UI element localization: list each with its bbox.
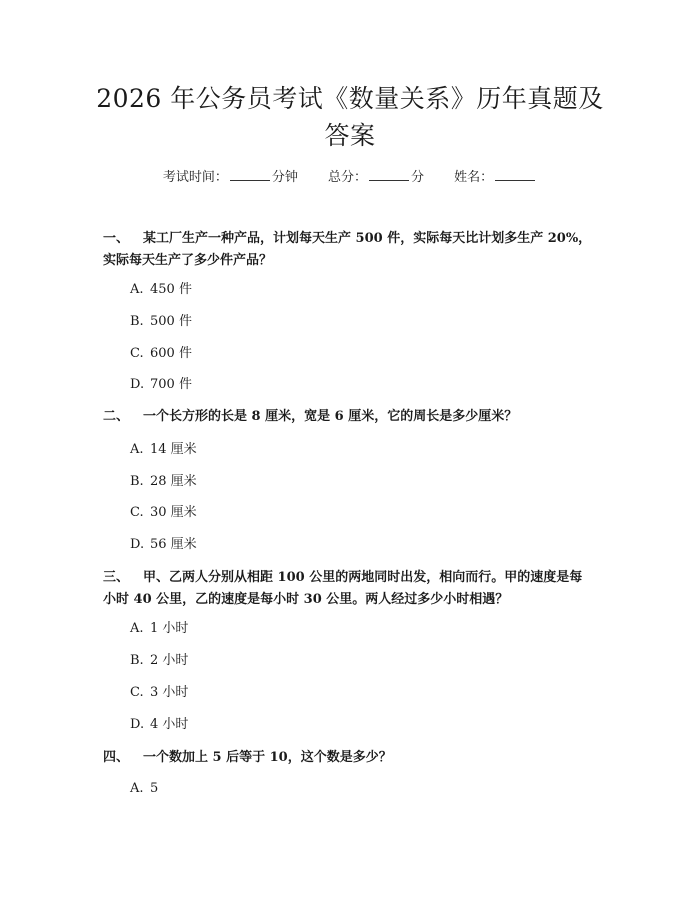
- question-text: 某工厂生产一种产品，计划每天生产 500 件，实际每天比计划多生产 20%，: [143, 231, 592, 246]
- question-1: [103, 228, 603, 272]
- option-letter: D.: [130, 717, 145, 732]
- option-1a[interactable]: [130, 281, 192, 299]
- page-title: [90, 80, 610, 154]
- question-number: 四、: [103, 750, 130, 765]
- question-text: 一个数加上 5 后等于 10，这个数是多少？: [143, 750, 392, 765]
- option-letter: A.: [130, 282, 144, 297]
- option-text: 14 厘米: [150, 442, 197, 457]
- option-text: 28 厘米: [150, 474, 197, 489]
- option-text: 450 件: [150, 282, 192, 297]
- option-text: 5: [150, 781, 159, 796]
- score-label: 总分：: [327, 170, 367, 185]
- exam-info: [0, 168, 700, 187]
- question-4: [103, 747, 603, 769]
- option-letter: C.: [130, 346, 144, 361]
- option-letter: C.: [130, 685, 144, 700]
- option-letter: B.: [130, 314, 144, 329]
- time-label: 考试时间：: [162, 170, 228, 185]
- question-2: [103, 406, 603, 428]
- question-text-continued: 小时 40 公里，乙的速度是每小时 30 公里。两人经过多少小时相遇？: [103, 592, 509, 607]
- option-3a[interactable]: [130, 620, 188, 638]
- option-1b[interactable]: [130, 313, 192, 331]
- question-number: 二、: [103, 409, 130, 424]
- question-text: 甲、乙两人分别从相距 100 公里的两地同时出发，相向而行。甲的速度是每: [143, 570, 583, 585]
- score-unit: 分: [411, 170, 425, 185]
- option-text: 56 厘米: [150, 537, 197, 552]
- time-unit: 分钟: [271, 170, 298, 185]
- option-text: 2 小时: [150, 653, 189, 668]
- title-line-2: 答案: [324, 121, 376, 150]
- option-letter: D.: [130, 537, 145, 552]
- option-text: 30 厘米: [150, 505, 197, 520]
- time-blank[interactable]: [230, 168, 270, 181]
- score-blank[interactable]: [369, 168, 409, 181]
- option-letter: A.: [130, 621, 144, 636]
- option-3d[interactable]: [130, 716, 188, 734]
- question-text-continued: 实际每天生产了多少件产品？: [103, 253, 273, 268]
- question-text: 一个长方形的长是 8 厘米，宽是 6 厘米，它的周长是多少厘米？: [143, 409, 518, 424]
- question-3: [103, 567, 603, 611]
- option-letter: A.: [130, 442, 144, 457]
- name-blank[interactable]: [495, 168, 535, 181]
- option-2c[interactable]: [130, 504, 197, 522]
- option-letter: D.: [130, 377, 145, 392]
- option-1c[interactable]: [130, 345, 192, 363]
- option-1d[interactable]: [130, 376, 192, 394]
- option-text: 4 小时: [150, 717, 189, 732]
- option-2a[interactable]: [130, 441, 197, 459]
- question-number: 三、: [103, 570, 130, 585]
- option-letter: B.: [130, 474, 144, 489]
- option-text: 600 件: [150, 346, 192, 361]
- option-letter: B.: [130, 653, 144, 668]
- option-text: 3 小时: [150, 685, 189, 700]
- option-letter: A.: [130, 781, 144, 796]
- option-text: 1 小时: [150, 621, 189, 636]
- title-line-1: 2026 年公务员考试《数量关系》历年真题及: [96, 84, 604, 113]
- option-text: 500 件: [150, 314, 192, 329]
- question-number: 一、: [103, 231, 130, 246]
- option-letter: C.: [130, 505, 144, 520]
- option-3c[interactable]: [130, 684, 188, 702]
- option-2b[interactable]: [130, 473, 197, 491]
- option-2d[interactable]: [130, 536, 197, 554]
- name-label: 姓名：: [454, 170, 494, 185]
- option-4a[interactable]: [130, 780, 158, 798]
- option-3b[interactable]: [130, 652, 188, 670]
- option-text: 700 件: [150, 377, 192, 392]
